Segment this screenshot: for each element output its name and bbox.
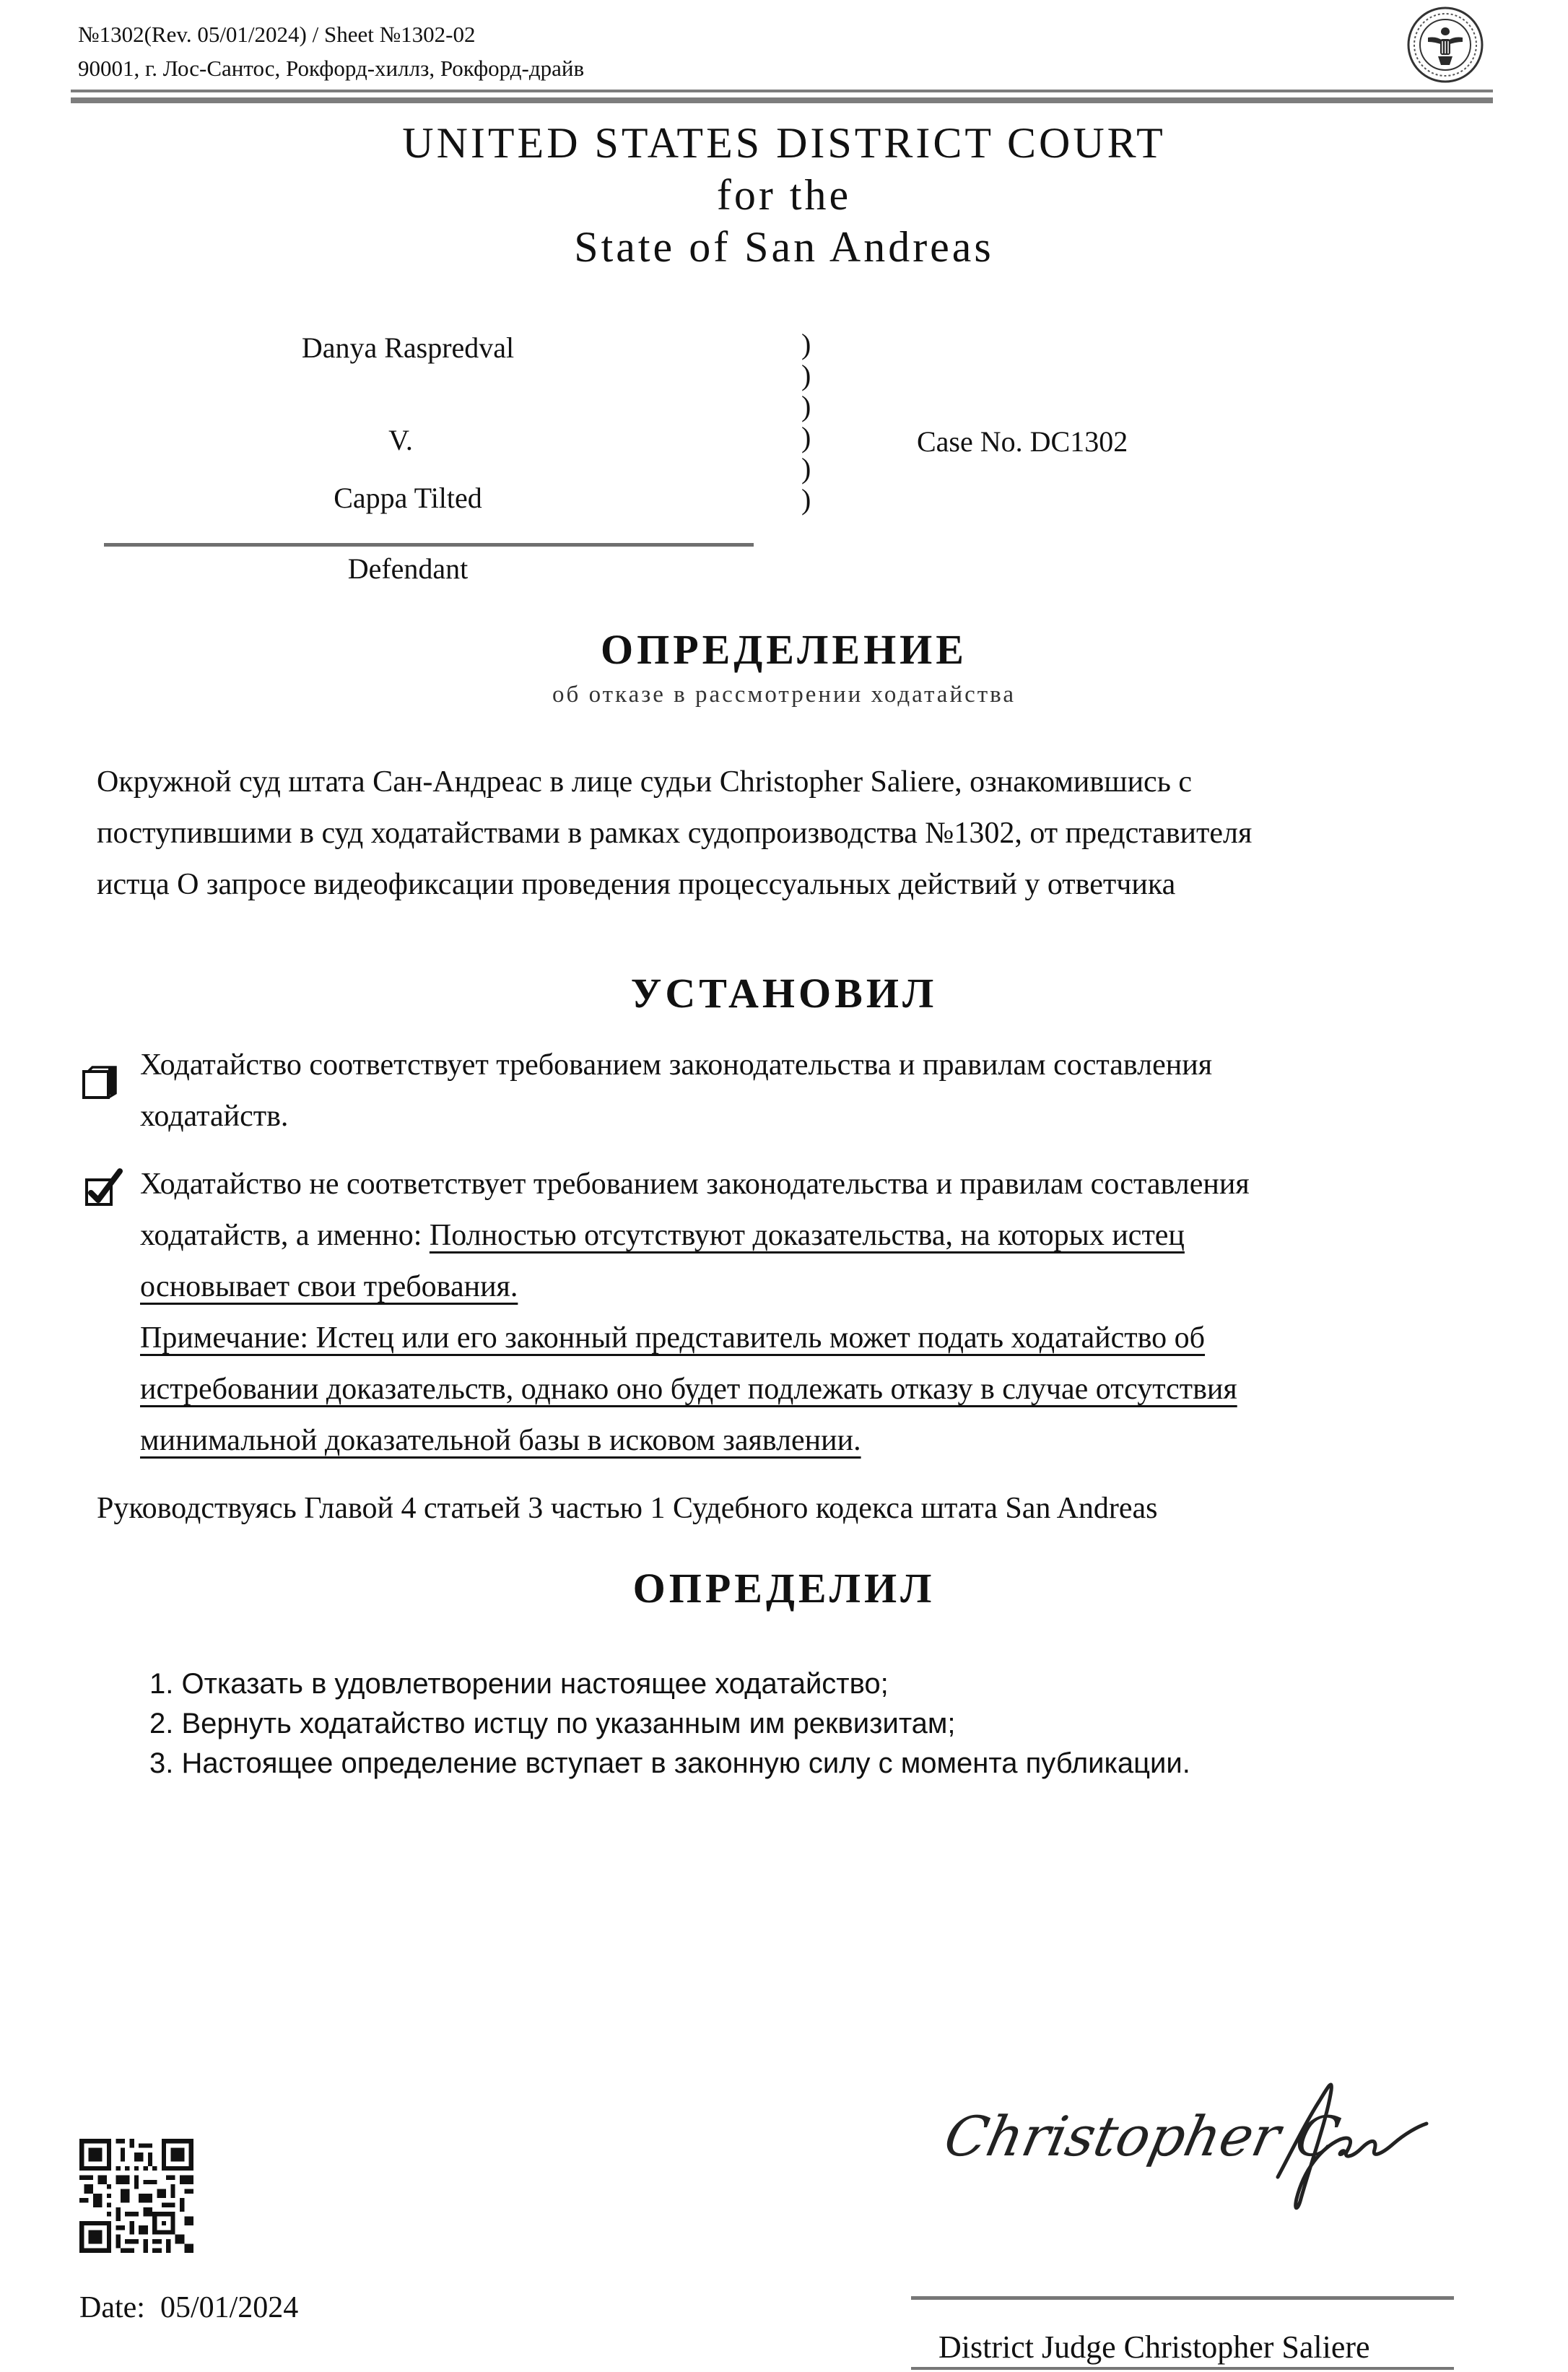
option-noncompliant-line-2 [140, 1210, 1250, 1261]
signature-rule-top [911, 2296, 1454, 2300]
date-value: 05/01/2024 [160, 2291, 299, 2324]
court-name: UNITED STATES DISTRICT COURT [402, 119, 1166, 167]
rejection-reason: Полностью отсутствуют доказательства, на которых истец [429, 1219, 1185, 1252]
court-address: 90001, г. Лос-Сантос, Рокфорд-хиллз, Рокфорд-драйв [78, 56, 585, 81]
legal-basis: Руководствуясь Главой 4 статьей 3 частью 1 Судебного кодекса штата San Andreas [97, 1492, 1158, 1525]
unchecked-checkbox-icon [81, 1064, 117, 1102]
date-label: Date: [79, 2291, 145, 2324]
intro-line-2: поступившими в суд ходатайствами в рамках судопроизводства №1302, от представителя [97, 817, 1253, 850]
option-compliant [140, 1040, 1212, 1142]
court-state: State of San Andreas [574, 223, 994, 271]
document-subtitle: об отказе в рассмотрении ходатайства [552, 682, 1016, 708]
decision-item-1: 1. Отказать в удовлетворении настоящее ходатайство; [149, 1668, 889, 1700]
established-heading: УСТАНОВИЛ [630, 970, 938, 1017]
qr-code [79, 2139, 193, 2253]
caption-rule [104, 543, 754, 547]
header-rule-thick [71, 97, 1493, 103]
intro-line-1: Окружной суд штата Сан-Андреас в лице судьи Christopher Saliere, ознакомившись с [97, 765, 1192, 799]
decided-heading: ОПРЕДЕЛИЛ [632, 1565, 936, 1612]
judge-signature [938, 2069, 1429, 2213]
plaintiff-name: Danya Raspredval [301, 331, 515, 364]
form-number: №1302(Rev. 05/01/2024) / Sheet №1302-02 [78, 22, 476, 47]
caption-bracket: ) ) ) ) ) ) [801, 328, 811, 516]
note-line-2: истребовании доказательств, однако оно будет подлежать отказу в случае отсутствия [140, 1373, 1237, 1406]
court-for-the: for the [716, 171, 852, 219]
checked-checkbox-icon [84, 1165, 124, 1210]
intro-paragraph [97, 757, 1252, 911]
header-rule [71, 90, 1493, 92]
document-title: ОПРЕДЕЛЕНИЕ [601, 626, 967, 673]
document-date [79, 2290, 298, 2325]
rejection-reason-cont: основывает свои требования. [140, 1270, 518, 1303]
option-compliant-line-1: Ходатайство соответствует требованием законодательства и правилам составления [140, 1048, 1213, 1082]
option-compliant-line-2: ходатайств. [140, 1100, 289, 1133]
option-noncompliant-prefix: ходатайств, а именно: [140, 1219, 430, 1252]
court-seal-icon [1406, 6, 1484, 84]
decision-item-3: 3. Настоящее определение вступает в законную силу с момента публикации. [149, 1747, 1190, 1779]
decision-item-2: 2. Вернуть ходатайство истцу по указанным им реквизитам; [149, 1708, 956, 1739]
case-number: Case No. DC1302 [917, 425, 1128, 458]
signature-rule-bottom [911, 2367, 1454, 2370]
option-noncompliant [140, 1159, 1250, 1467]
note-line-3: минимальной доказательной базы в исковом заявлении. [140, 1424, 861, 1457]
option-noncompliant-line-1: Ходатайство не соответствует требованием законодательства и правилам составления [140, 1168, 1250, 1201]
decision-list [149, 1664, 1190, 1784]
note-line-1: Примечание: Истец или его законный представитель может подать ходатайство об [140, 1321, 1206, 1355]
signature-text: Christopher C. [938, 2105, 1361, 2169]
defendant-name: Cappa Tilted [334, 482, 482, 514]
intro-line-3: истца О запросе видеофиксации проведения процессуальных действий у ответчика [97, 868, 1176, 901]
defendant-label: Defendant [347, 552, 469, 585]
versus-label: V. [388, 424, 413, 456]
judge-name: District Judge Christopher Saliere [938, 2329, 1370, 2365]
